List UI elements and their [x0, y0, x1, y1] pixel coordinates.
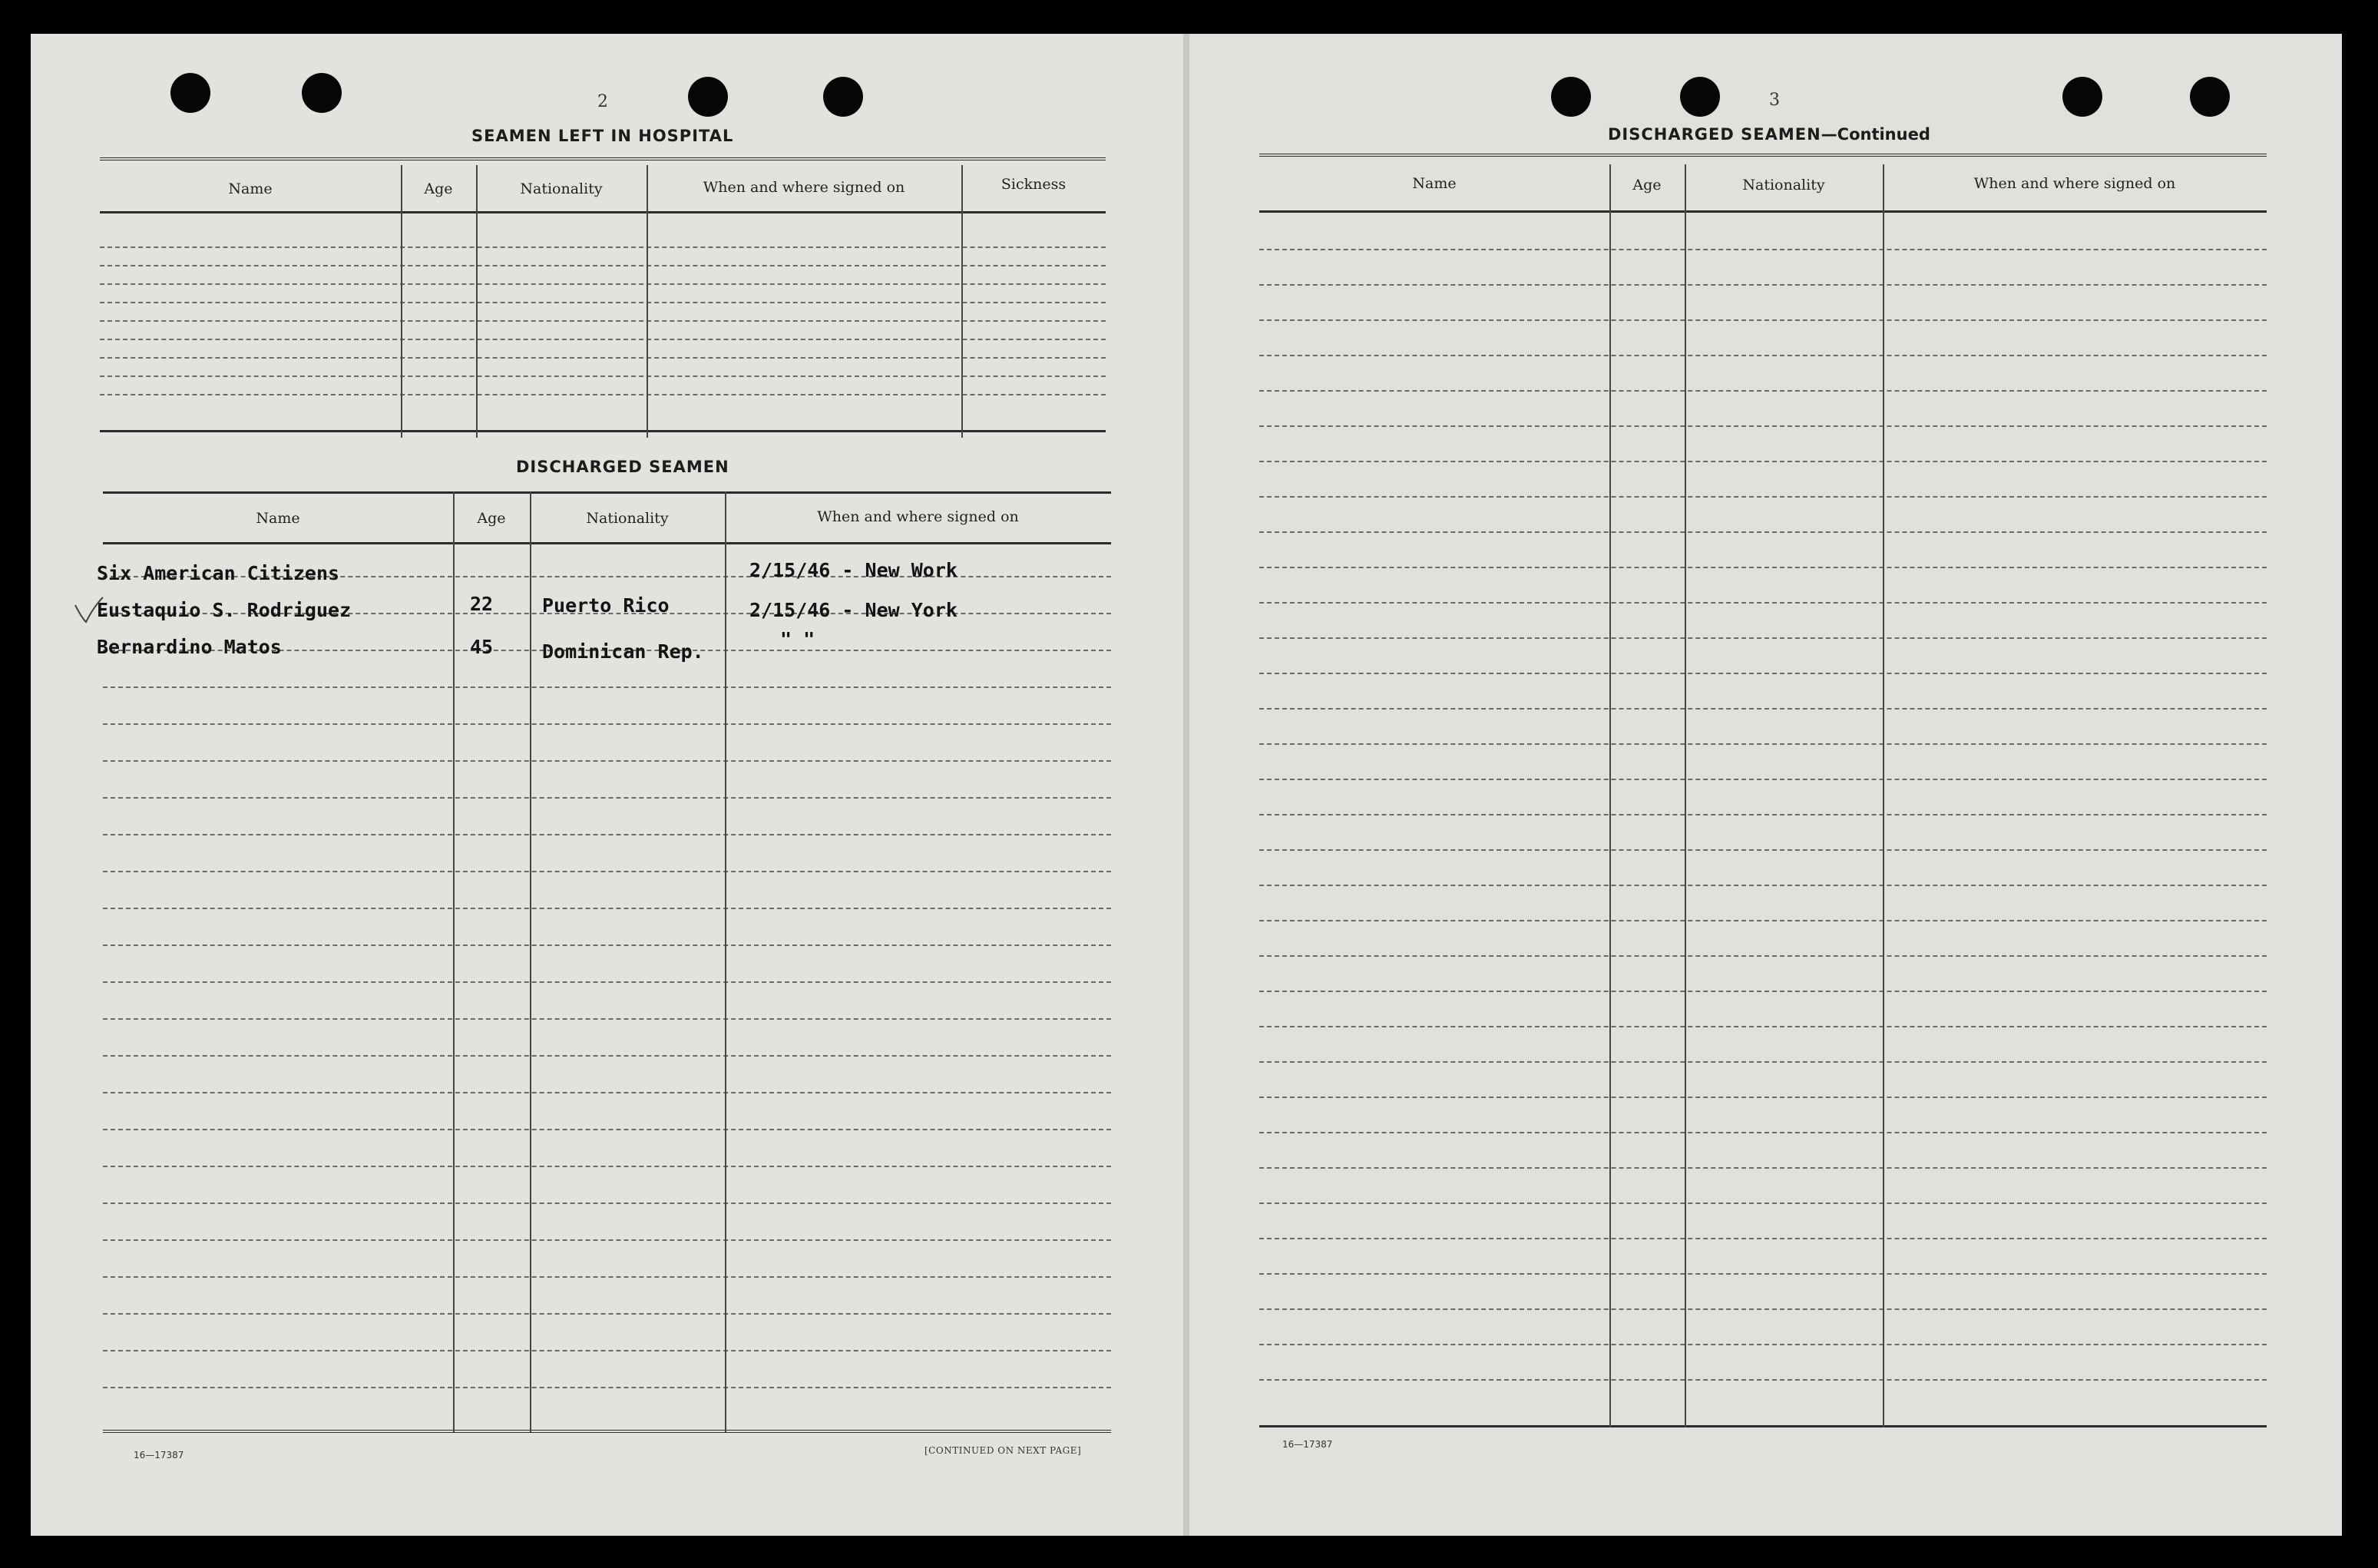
page-number: 3 [1769, 91, 1780, 110]
check-mark-icon [74, 594, 104, 625]
seaman-name: Six American Citizens [97, 562, 340, 584]
col-header-name: Name [256, 510, 300, 527]
col-header-nationality: Nationality [1742, 177, 1825, 194]
col-header-nationality: Nationality [520, 180, 603, 197]
discharged-continued-title [1608, 125, 1930, 144]
page-fold [1183, 34, 1189, 1536]
col-header-age: Age [477, 510, 506, 527]
hospital-title: SEAMEN LEFT IN HOSPITAL [471, 127, 734, 145]
discharged-table [103, 491, 1111, 1437]
discharged-title: DISCHARGED SEAMEN [516, 458, 729, 476]
col-header-sickness: Sickness [1000, 176, 1067, 193]
col-header-signed-on: When and where signed on [1973, 175, 2176, 192]
seaman-nationality: Puerto Rico [542, 594, 670, 617]
col-header-name: Name [1412, 175, 1457, 192]
seaman-signed-on: " " [780, 628, 815, 650]
col-header-signed-on: When and where signed on [703, 179, 905, 196]
punch-hole [823, 77, 863, 117]
seaman-name: Bernardino Matos [97, 636, 282, 658]
col-header-signed-on: When and where signed on [817, 508, 1019, 525]
seaman-age: 22 [470, 593, 494, 615]
punch-hole [2190, 77, 2230, 117]
col-header-age: Age [1632, 177, 1662, 194]
page-number: 2 [597, 92, 608, 111]
punch-hole [170, 73, 210, 113]
col-header-age: Age [424, 180, 453, 197]
seaman-age: 45 [470, 636, 494, 658]
seaman-nationality: Dominican Rep. [542, 640, 704, 663]
punch-hole [688, 77, 728, 117]
punch-hole [1551, 77, 1591, 117]
punch-hole [1680, 77, 1720, 117]
form-number: 16—17387 [134, 1450, 184, 1460]
punch-hole [302, 73, 342, 113]
discharged-title: DISCHARGED SEAMEN [1608, 125, 1821, 144]
hospital-table [100, 157, 1106, 438]
seaman-signed-on: 2/15/46 - New York [749, 599, 957, 621]
discharged-continued-table [1259, 154, 2267, 1433]
continued-note: [CONTINUED ON NEXT PAGE] [924, 1445, 1082, 1456]
punch-hole [2062, 77, 2102, 117]
col-header-nationality: Nationality [586, 510, 669, 527]
continued-label: —Continued [1821, 125, 1930, 144]
col-header-name: Name [228, 180, 273, 197]
seaman-signed-on: 2/15/46 - New Work [749, 559, 957, 581]
seaman-name: Eustaquio S. Rodriguez [97, 599, 352, 621]
form-number: 16—17387 [1282, 1439, 1333, 1450]
